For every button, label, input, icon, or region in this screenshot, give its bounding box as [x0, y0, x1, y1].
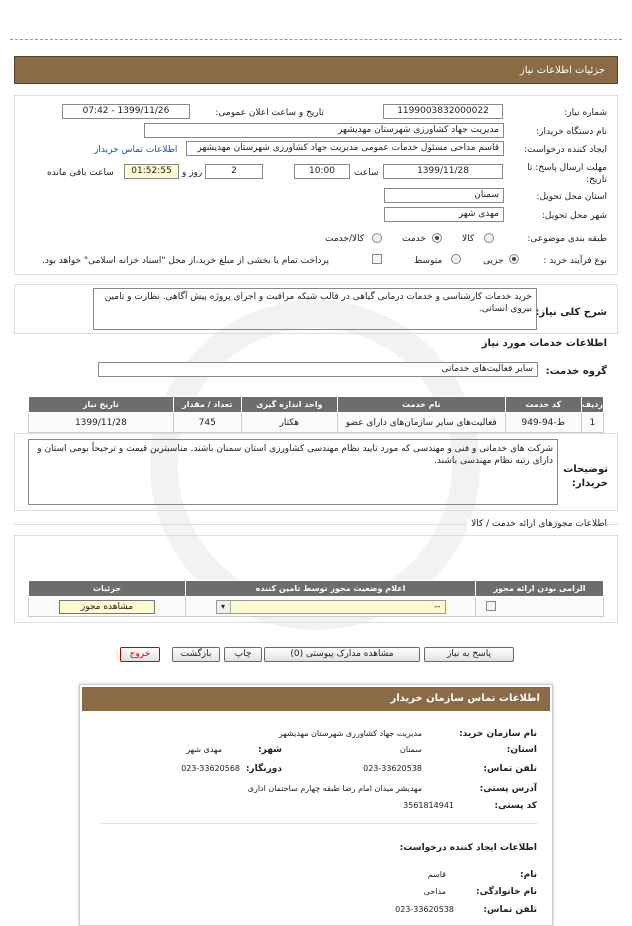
reply-button[interactable]: پاسخ به نیاز [424, 647, 514, 662]
summary-label: شرح کلی نیاز: [535, 307, 607, 318]
cell-row: 1 [581, 413, 603, 433]
view-permit-button[interactable]: مشاهده مجوز [59, 600, 155, 614]
print-button[interactable]: چاپ [224, 647, 262, 662]
cell-date: 1399/11/28 [29, 413, 174, 433]
contact-fax-value: 023-33620568 [181, 764, 240, 773]
contact-province-label: استان: [506, 745, 537, 755]
cell-details [29, 597, 186, 617]
contact-postal-label: کد پستی: [494, 801, 537, 811]
chevron-down-icon: ▾ [217, 601, 231, 613]
city-label: شهر محل تحویل: [541, 211, 607, 221]
buyer-notes-textarea [28, 439, 558, 505]
contact-address-value: مهدیشر میدان امام رضا طبقه چهارم ساختمان اداری [247, 784, 422, 793]
col-qty: تعداد / مقدار [173, 397, 241, 413]
services-header-row [29, 397, 604, 413]
province-label: استان محل تحویل: [536, 192, 607, 202]
services-table [28, 396, 604, 433]
col-status: اعلام وضعیت مجوز توسط تامین کننده [186, 581, 476, 597]
category-label: طبقه بندی موضوعی: [527, 234, 607, 244]
summary-text: خرید خدمات کارشناسی و خدمات درمانی گیاهی در قالب شبکه مراقبت و اجرای پروژه پیش آگاهی. نظارت و تامین نیروی انسانی. [104, 292, 532, 314]
cell-unit: هکتار [241, 413, 337, 433]
col-row: ردیف [581, 397, 603, 413]
category-radio-service[interactable] [432, 233, 442, 243]
service-group-label: گروه خدمت: [545, 366, 607, 377]
contact-city-value: مهدی شهر [186, 745, 222, 754]
creator-family-value: مداحی [423, 887, 446, 896]
contact-phone-value: 023-33620538 [363, 764, 422, 773]
process-label: نوع فرآیند خرید : [543, 256, 607, 266]
announce-label: تاریخ و ساعت اعلان عمومی: [215, 108, 324, 118]
creator-phone-label: تلفن تماس: [483, 905, 537, 915]
process-radio-minor[interactable] [509, 254, 519, 264]
announce-field: 1399/11/26 - 07:42 [62, 104, 190, 119]
contact-title: اطلاعات تماس سازمان خریدار [390, 693, 540, 704]
table-row [29, 413, 604, 433]
creator-field: قاسم مداحی مسئول خدمات عمومی مدیریت جهاد کشاورزی شهرستان مهدیشهر [186, 141, 504, 156]
creator-info-title: اطلاعات ایجاد کننده درخواست: [399, 843, 537, 853]
province-field: سمنان [384, 188, 504, 203]
col-unit: واحد اندازه گیری [241, 397, 337, 413]
permit-status-select[interactable] [216, 600, 446, 614]
services-section-title: اطلاعات خدمات مورد نیاز [481, 338, 607, 349]
contact-info-link[interactable]: اطلاعات تماس خریدار [94, 145, 178, 155]
days-field: 2 [205, 164, 263, 179]
contact-postal-value: 3561814941 [403, 801, 454, 810]
permits-title: اطلاعات مجوزهای ارائه خدمت / کالا [467, 519, 607, 529]
category-radio-goods[interactable] [484, 233, 494, 243]
contact-org-value: مدیریت جهاد کشاورزی شهرستان مهدیشهر [278, 729, 422, 738]
summary-textarea [93, 288, 537, 330]
col-code: کد خدمت [505, 397, 581, 413]
need-number-label: شماره نیاز: [564, 108, 607, 118]
cell-name: فعالیت‌های سایر سازمان‌های دارای عضو [337, 413, 505, 433]
contact-address-label: آدرس پستی: [479, 784, 537, 794]
contact-header [82, 687, 550, 711]
col-details: جزئیات [29, 581, 186, 597]
buyer-field: مدیریت جهاد کشاورزی شهرستان مهدیشهر [144, 123, 504, 138]
page-header [14, 56, 618, 84]
cell-status [186, 597, 476, 617]
category-service-label: خدمت [402, 234, 426, 244]
creator-phone-value: 023-33620538 [395, 905, 454, 914]
payment-note: پرداخت تمام یا بخشی از مبلغ خرید،از محل "اسناد خزانه اسلامی" خواهد بود. [42, 256, 330, 266]
permits-table [28, 580, 604, 617]
days-label: روز و [182, 168, 203, 178]
permits-header-row [29, 581, 604, 597]
exit-button[interactable]: خروج [120, 647, 160, 662]
col-required: الزامی بودن ارائه مجوز [476, 581, 604, 597]
payment-checkbox[interactable] [372, 254, 382, 264]
time-label: ساعت [354, 168, 379, 178]
cell-code: ط-94-949 [505, 413, 581, 433]
category-radio-both[interactable] [372, 233, 382, 243]
service-group-field: سایر فعالیت‌های خدماتی [98, 362, 538, 377]
remaining-label: ساعت باقی مانده [47, 168, 114, 178]
buyer-notes-text: شرکت های خدماتی و فنی و مهندسی که مورد تایید نظام مهندسی کشاورزی استان سمنان باشند. مناسبترین قیمت و ترجیحاً بومی استان و دارای رتبه نظام مهندسی باشند. [37, 444, 553, 466]
attachments-button[interactable]: مشاهده مدارک پیوستی (0) [264, 647, 420, 662]
process-medium-label: متوسط [414, 256, 443, 266]
cell-required [476, 597, 604, 617]
creator-label: ایجاد کننده درخواست: [524, 145, 607, 155]
category-both-label: کالا/خدمت [325, 234, 365, 244]
contact-province-value: سمنان [399, 745, 422, 754]
contact-phone-label: تلفن تماس: [483, 764, 537, 774]
permit-status-value: -- [434, 601, 441, 612]
process-minor-label: جزیی [483, 256, 504, 266]
col-date: تاریخ نیاز [29, 397, 174, 413]
remaining-field: 01:52:55 [124, 164, 179, 179]
city-field: مهدی شهر [384, 207, 504, 222]
creator-family-label: نام خانوادگی: [475, 887, 537, 897]
table-row [29, 597, 604, 617]
deadline-date-field: 1399/11/28 [383, 164, 503, 179]
contact-divider [100, 823, 538, 824]
contact-org-label: نام سازمان خرید: [459, 729, 537, 739]
top-divider [10, 39, 622, 40]
contact-fax-label: دورنگار: [245, 764, 282, 774]
creator-name-value: قاسم [427, 870, 446, 879]
contact-city-label: شهر: [258, 745, 282, 755]
buyer-label: نام دستگاه خریدار: [536, 127, 607, 137]
need-number-field: 1199003832000022 [383, 104, 503, 119]
page-title: جزئیات اطلاعات نیاز [519, 65, 605, 76]
required-checkbox [486, 601, 496, 611]
category-goods-label: کالا [462, 234, 475, 244]
cell-qty: 745 [173, 413, 241, 433]
deadline-label: مهلت ارسال پاسخ: تا تاریخ: [527, 163, 607, 185]
buyer-notes-label: توضیحات خریدار: [563, 464, 608, 489]
col-name: نام خدمت [337, 397, 505, 413]
back-button[interactable]: بازگشت [172, 647, 220, 662]
creator-name-label: نام: [520, 870, 537, 880]
deadline-time-field: 10:00 [294, 164, 350, 179]
process-radio-medium[interactable] [451, 254, 461, 264]
